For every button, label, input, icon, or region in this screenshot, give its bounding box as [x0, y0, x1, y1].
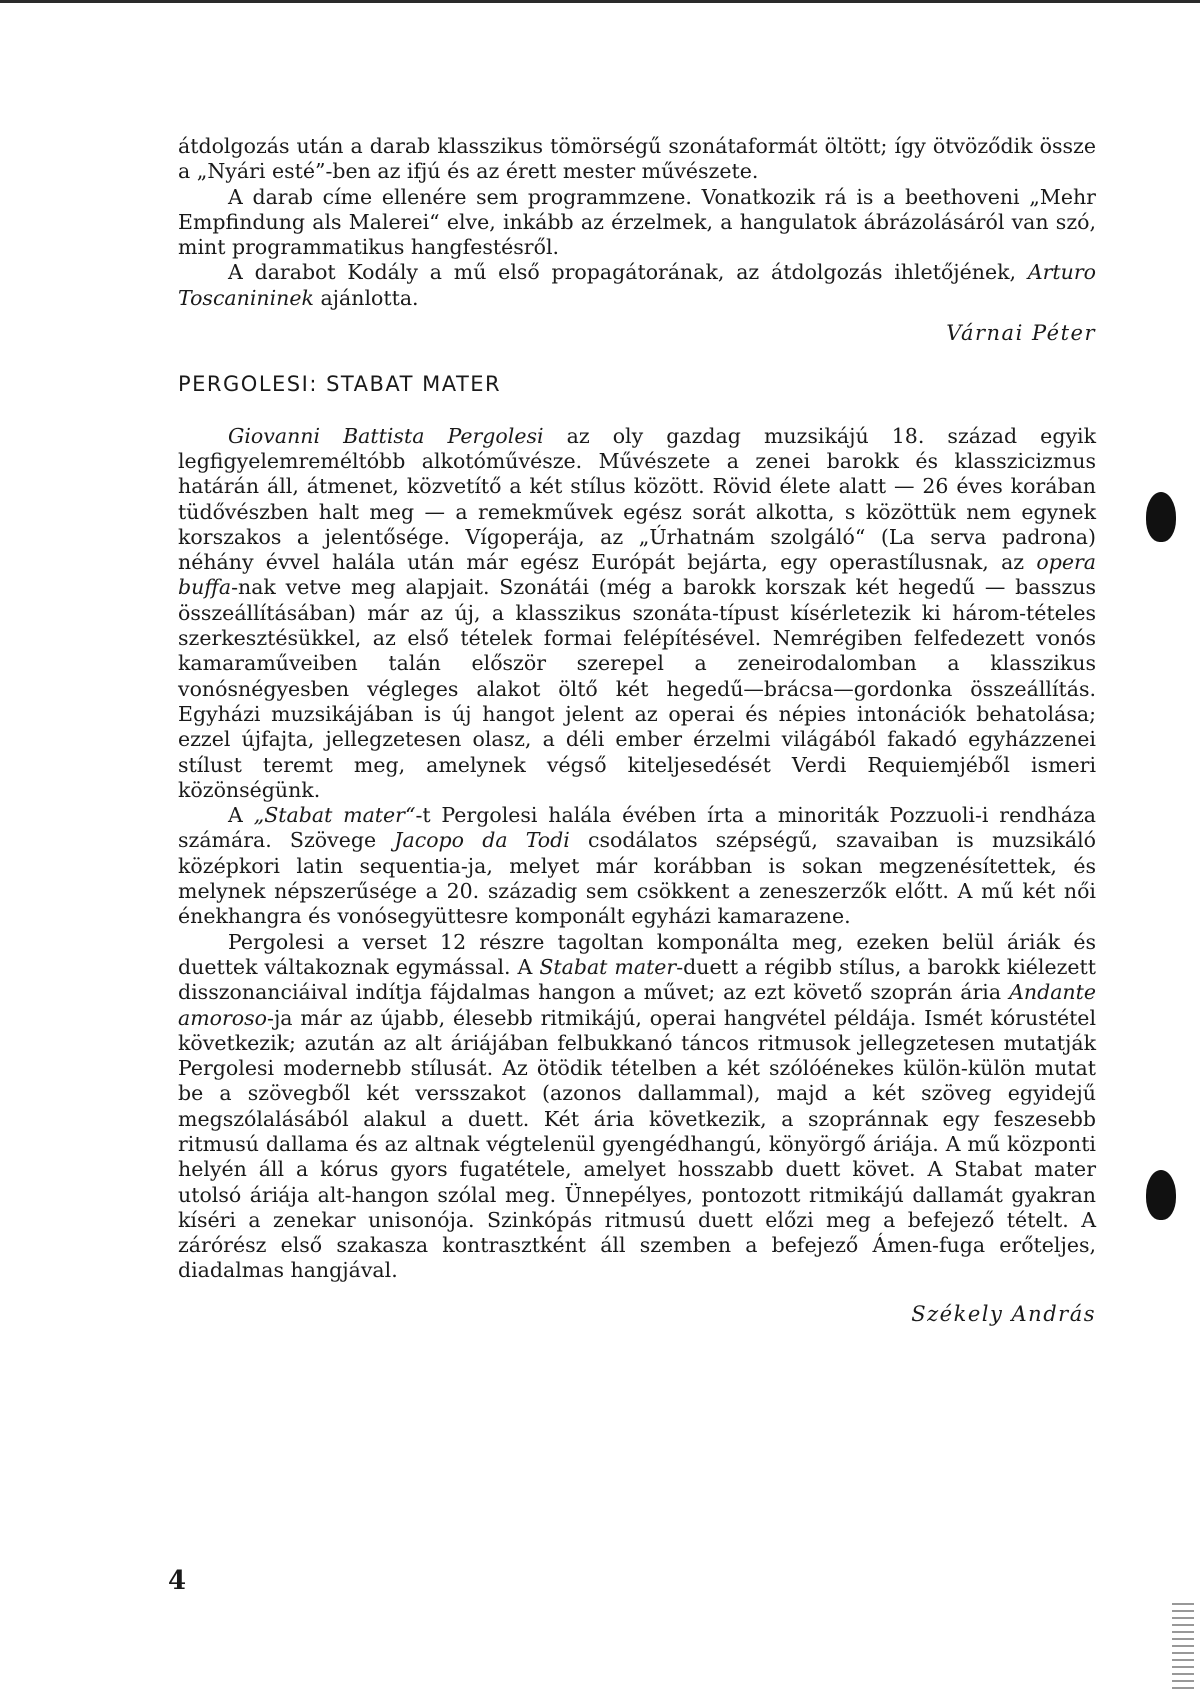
text-run: -duett a régibb stílus, a barokk kiélezett disszonanciáival indítja fájdalmas hangon a művet; az ezt követő szoprán ária	[178, 954, 1097, 1005]
text-run: A	[228, 803, 254, 828]
author-signature: Várnai Péter	[946, 321, 1096, 346]
paragraph: átdolgozás után a darab klasszikus tömörségű szonátaformát öltött; így ötvöződik össze a „Nyári esté”-ben az ifjú és az érett mester művészete.	[178, 134, 1096, 184]
paragraph	[178, 803, 1096, 929]
text-run: -ja már az újabb, élesebb ritmikájú, operai hangvétel példája. Ismét kórustétel következik; azután az alt áriájában felbukkanó táncos ritmusok jellegzetesen mutatják Pergolesi modernebb stílusát. Az ötödik tételben a két szólóénekes külön-külön mutat be a szövegből két versszakot (azonos dallammal), majd a két szöveg egyidejű megszólalásából alakul a duett. Két ária következik, a szopránnak egy feszesebb ritmusú dallama és az altnak végtelenül gyengédhangú, könyörgő áriája. A mű központi helyén áll a kórus gyors fugatétele, amelyet hosszabb duett követ. A Stabat mater utolsó áriája alt-hangon szólal meg. Ünnepélyes, pontozott ritmikájú dallamát gyakran kíséri a zenekar unisonója. Szinkópás ritmusú duett előzi meg a befejező tételt. A zárórész első szakasza kontrasztként áll szemben a befejező Ámen-fuga erőteljes, diadalmas hangjával.	[178, 1005, 1096, 1283]
author-signature: Székely András	[911, 1301, 1096, 1326]
punch-hole-mark	[1146, 492, 1176, 542]
page-edge-mark	[1172, 1603, 1194, 1693]
paragraph	[178, 260, 1096, 311]
punch-hole-mark	[1146, 1170, 1176, 1220]
person-name: Jacopo da Todi	[394, 828, 570, 853]
work-title: Stabat mater	[539, 954, 677, 979]
page-content	[178, 134, 1096, 1327]
paragraph: A darab címe ellenére sem programmzene. Vonatkozik rá is a beethoveni „Mehr Empfindung als Malerei“ elve, inkább az érzelmek, a hangulatok ábrázolásáról van szó, mint programmatikus hangfestésről.	[178, 184, 1096, 260]
text-run: Pergolesi a verset 12 részre tagoltan komponálta meg, ezeken belül áriák és duettek váltakoznak egymással. A	[178, 929, 1096, 979]
text-run: -nak vetve meg alapjait. Szonátái (még a barokk korszak két hegedű — basszus összeállításában) már az új, a klasszikus szonáta-típust kísérletezik ki három-tételes szerkesztésükkel, az első tételek formai felépítésével. Nemrégiben felfedezett vonós kamaraműveiben talán először szerepel a zeneirodalomban a klasszikus vonósnégyesben végleges alakot öltő két hegedű—brácsa—gordonka összeállítás. Egyházi muzsikájában is új hangot jelent az operai és népies intonációk behatolása; ezzel újfajta, jellegzetesen olasz, a déli ember érzelmi világából fakadó egyházzenei stílust teremt meg, amelynek végső kiteljesedését Verdi Requiemjéből ismeri közönségünk.	[178, 575, 1096, 802]
paragraph	[178, 930, 1096, 1284]
top-border	[0, 0, 1200, 3]
text-run: csodálatos szépségű, szavaiban is muzsikáló középkori latin sequentia-ja, melyet már korábban is sokan megzenésítettek, és melynek népszerűsége a 20. századig sem csökkent a zeneszerzők előtt. A mű két női énekhangra és vonósegyüttesre komponált egyházi kamarazene.	[178, 828, 1097, 929]
page-number: 4	[168, 1566, 187, 1596]
work-title: „Stabat mater“	[253, 803, 416, 828]
term: opera buffa	[178, 550, 1096, 600]
text-run: ajánlotta.	[313, 285, 419, 310]
paragraph	[178, 424, 1096, 803]
person-name: Arturo Toscanininek	[178, 260, 1096, 310]
text-run: az oly gazdag muzsikájú 18. század egyik legfigyelemreméltóbb alkotóművésze. Művészete a zenei barokk és klasszicizmus határán áll, átmenet, közvetítő a két stílus között. Rövid élete alatt — 26 éves korában tüdővészben halt meg — a remekművek egész sorát alkotta, s közöttük nem egynek korszakos a jelentősége. Vígoperája, az „Úrhatnám szolgáló“ (La serva padrona) néhány évvel halála után már egész Európát bejárta, egy operastílusnak, az	[178, 423, 1097, 575]
text-run: -t Pergolesi halála évében írta a minoriták Pozzuoli-i rendháza számára. Szövege	[178, 803, 1096, 853]
section-heading: PERGOLESI: STABAT MATER	[178, 372, 502, 397]
person-name: Giovanni Battista Pergolesi	[228, 423, 544, 448]
tempo-term: Andante amoroso	[178, 980, 1096, 1030]
text-run: A darabot Kodály a mű első propagátorának, az átdolgozás ihletőjének,	[228, 260, 1028, 285]
